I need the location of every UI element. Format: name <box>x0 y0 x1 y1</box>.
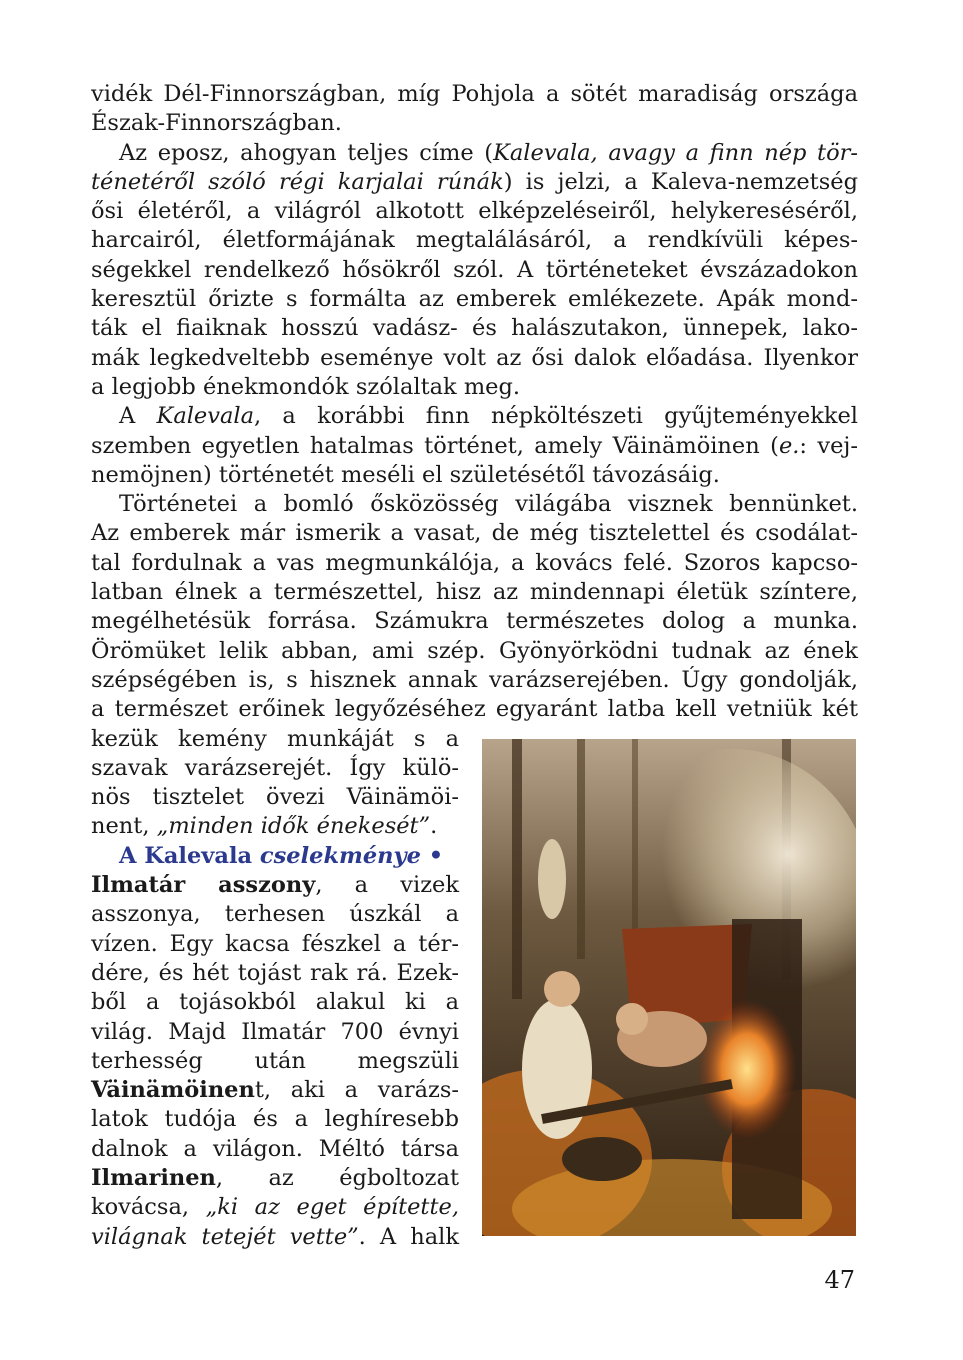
page-number: 47 <box>824 1266 855 1294</box>
text-line: Történetei a bomló ősközösség világába visznek bennünket. <box>119 491 858 518</box>
text-line <box>91 432 858 461</box>
text-line: szavak varázserejét. Így külö- <box>91 754 459 781</box>
text-line: tal fordulnak a vas megmunkálója, a kovács felé. Szoros kapcso- <box>91 549 858 576</box>
text-line: vízen. Egy kacsa fészkel a tér- <box>91 930 459 957</box>
text-run: Az eposz, ahogyan teljes címe ( <box>119 139 494 166</box>
text-run: , a korábbi finn népköltészeti gyűjteményekkel <box>254 403 858 430</box>
quote: „ki az eget építette, <box>205 1194 459 1221</box>
text-line <box>91 1076 459 1105</box>
text-line <box>91 402 858 431</box>
paragraph-2 <box>91 139 858 403</box>
text-line <box>91 1223 459 1252</box>
text-line <box>91 871 459 900</box>
text-line: Az emberek már ismerik a vasat, de még tisztelettel és csodálat- <box>91 520 858 547</box>
epic-full-title: ténetéről szóló régi karjalai rúnák <box>91 168 504 195</box>
text-line <box>91 139 858 168</box>
text-line: ből a tojásokból alakul ki a <box>91 989 459 1016</box>
epic-full-title: Kalevala, avagy a finn nép tör- <box>493 139 858 166</box>
text-run: , a vizek <box>315 872 459 899</box>
work-title: Kalevala <box>156 403 254 430</box>
text-line <box>91 168 858 197</box>
text-line: latok tudója és a leghíresebb <box>91 1106 459 1133</box>
text-line: keresztül őrizte s formálta az emberek emlékezete. Apák mond- <box>91 286 858 313</box>
text-line: harcairól, életformájának megtalálásáról, a rendkívüli képes- <box>91 227 858 254</box>
text-run: : vej- <box>799 432 859 459</box>
text-line: Örömüket lelik abban, ami szép. Gyönyörködni tudnak az ének <box>91 637 858 664</box>
text-line: kezük kemény munkáját s a <box>91 725 459 752</box>
text-line: Észak-Finnországban. <box>91 110 342 137</box>
bullet-icon: • <box>420 842 444 869</box>
section-heading <box>91 842 459 871</box>
text-line: világ. Majd Ilmatár 700 évnyi <box>91 1018 459 1045</box>
paragraph-1 <box>91 80 858 139</box>
character-name: Väinämöinen <box>91 1077 255 1104</box>
text-line: szépségében is, s hisznek annak varázserejében. Úgy gondolják, <box>91 666 858 693</box>
quote: világnak tetejét vette” <box>91 1223 359 1250</box>
text-run: . A halk <box>358 1223 459 1250</box>
text-line: ták el fiaiknak hosszú vadász- és halászutakon, ünnepek, lako- <box>91 315 858 342</box>
text-line <box>91 1164 459 1193</box>
text-line: vidék Dél-Finnországban, míg Pohjola a sötét maradiság országa <box>91 81 858 107</box>
text-line: dére, és hét tojást rak rá. Ezek- <box>91 959 459 986</box>
text-run: t, aki a varázs- <box>254 1077 459 1104</box>
text-line: nös tisztelet övezi Väinämöi- <box>91 784 459 811</box>
text-line: mák legkedveltebb eseménye volt az ősi dalok előadása. Ilyenkor <box>91 344 858 371</box>
text-line <box>91 1193 459 1222</box>
character-name: Ilmatár asszony <box>91 872 316 899</box>
text-run: A <box>119 403 157 430</box>
text-run: , az égboltozat <box>215 1164 459 1191</box>
text-line: asszonya, terhesen úszkál a <box>91 901 459 928</box>
text-line: terhesség után megszüli <box>91 1047 459 1074</box>
text-line: ősi életéről, a világról alkotott elképzeléseiről, helykereséséről, <box>91 198 858 225</box>
section-heading-text: cselekménye <box>259 842 421 869</box>
text-line: latban élnek a természettel, hisz az mindennapi életük színtere, <box>91 579 858 606</box>
text-run: . <box>430 813 438 840</box>
paragraph-3 <box>91 402 858 490</box>
text-run: szemben egyetlen hatalmas történet, amely Väinämöinen ( <box>91 432 779 459</box>
painting-illustration <box>482 739 856 1236</box>
text-line: megélhetésük forrása. Számukra természetes dolog a munka. <box>91 608 858 635</box>
text-run: kovácsa, <box>91 1194 206 1221</box>
text-run: nent, <box>91 813 157 840</box>
text-line: a legjobb énekmondók szólaltak meg. <box>91 373 521 400</box>
text-line: nemöjnen) történetét meséli el születésétől távozásáig. <box>91 461 720 488</box>
section-heading-text: A Kalevala <box>119 842 260 869</box>
text-line <box>91 812 459 841</box>
pronunciation-abbrev: e. <box>778 432 800 459</box>
quote: „minden idők énekesét” <box>156 813 431 840</box>
text-line: ségekkel rendelkező hősökről szól. A történeteket évszázadokon <box>91 256 858 283</box>
text-run: ) is jelzi, a Kaleva-nemzetség <box>503 168 858 195</box>
forge-painting-icon <box>482 739 856 1236</box>
character-name: Ilmarinen <box>91 1164 216 1191</box>
text-line: a természet erőinek legyőzéséhez egyaránt latba kell vetniük két <box>91 696 858 723</box>
text-line: dalnok a világon. Méltó társa <box>91 1135 459 1162</box>
